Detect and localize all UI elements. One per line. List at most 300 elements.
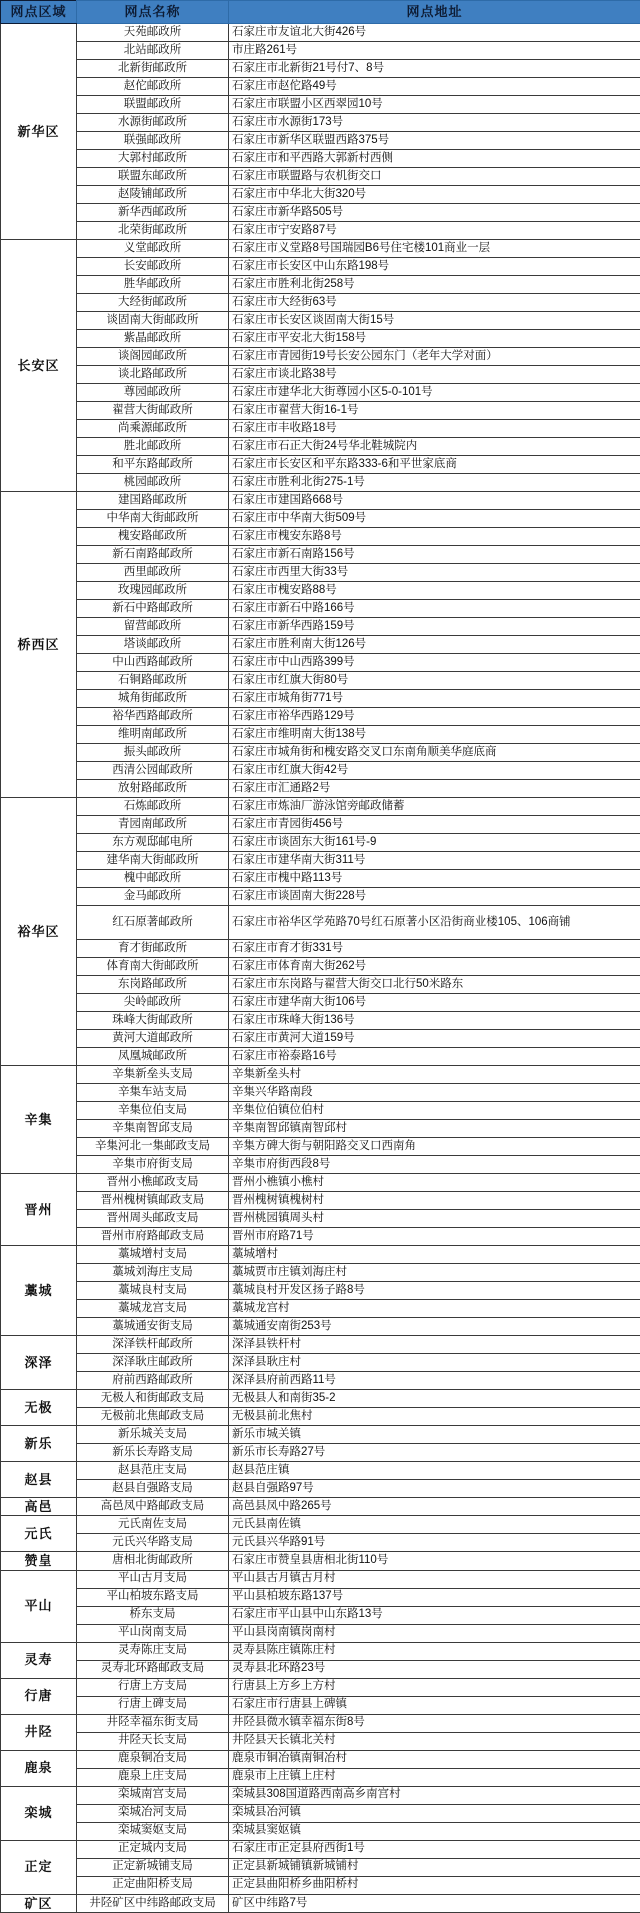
outlet-address-cell: 辛集位伯镇位伯村 bbox=[229, 1102, 640, 1120]
outlet-name-cell: 行唐上方支局 bbox=[77, 1678, 229, 1696]
outlet-name-cell: 藁城通安街支局 bbox=[77, 1318, 229, 1336]
table-row bbox=[1, 1174, 640, 1192]
outlet-address-cell: 井陉县微水镇幸福东街8号 bbox=[229, 1714, 640, 1732]
outlet-address-cell: 石家庄市新华西路159号 bbox=[229, 618, 640, 636]
table-row bbox=[1, 1084, 640, 1102]
region-cell: 栾城 bbox=[1, 1786, 77, 1840]
outlet-address-cell: 石家庄市和平西路大郭新村西侧 bbox=[229, 150, 640, 168]
table-row bbox=[1, 96, 640, 114]
outlet-address-cell: 石家庄市建华南大街106号 bbox=[229, 994, 640, 1012]
outlet-address-cell: 灵寿县陈庄镇陈庄村 bbox=[229, 1642, 640, 1660]
table-row bbox=[1, 1480, 640, 1498]
outlet-name-cell: 建国路邮政所 bbox=[77, 492, 229, 510]
outlet-address-cell: 石家庄市友谊北大街426号 bbox=[229, 24, 640, 42]
outlet-name-cell: 胜华邮政所 bbox=[77, 276, 229, 294]
outlet-name-cell: 体育南大街邮政所 bbox=[77, 958, 229, 976]
table-row bbox=[1, 1786, 640, 1804]
table-row bbox=[1, 258, 640, 276]
outlet-name-cell: 行唐上碑支局 bbox=[77, 1696, 229, 1714]
outlet-address-cell: 辛集兴华路南段 bbox=[229, 1084, 640, 1102]
outlet-name-cell: 联盟邮政所 bbox=[77, 96, 229, 114]
table-row bbox=[1, 564, 640, 582]
outlet-address-cell: 石家庄市丰收路18号 bbox=[229, 420, 640, 438]
table-row bbox=[1, 618, 640, 636]
outlet-address-cell: 深泽县铁杆村 bbox=[229, 1336, 640, 1354]
outlet-address-cell: 石家庄市体育南大街262号 bbox=[229, 958, 640, 976]
table-row bbox=[1, 1804, 640, 1822]
outlet-address-cell: 晋州小樵镇小樵村 bbox=[229, 1174, 640, 1192]
outlet-address-cell: 藁城增村 bbox=[229, 1246, 640, 1264]
region-cell: 新乐 bbox=[1, 1426, 77, 1462]
table-row bbox=[1, 1768, 640, 1786]
outlet-name-cell: 放射路邮政所 bbox=[77, 780, 229, 798]
table-row bbox=[1, 636, 640, 654]
outlet-name-cell: 留营邮政所 bbox=[77, 618, 229, 636]
outlet-name-cell: 尚乘源邮政所 bbox=[77, 420, 229, 438]
table-row bbox=[1, 1462, 640, 1480]
outlet-name-cell: 西清公园邮政所 bbox=[77, 762, 229, 780]
outlet-address-cell: 辛集方碑大街与朝阳路交叉口西南角 bbox=[229, 1138, 640, 1156]
outlet-name-cell: 晋州槐树镇邮政支局 bbox=[77, 1192, 229, 1210]
table-row bbox=[1, 690, 640, 708]
outlet-address-cell: 石家庄市谈固南大街228号 bbox=[229, 888, 640, 906]
table-row bbox=[1, 1606, 640, 1624]
outlet-address-cell: 晋州槐树镇槐树村 bbox=[229, 1192, 640, 1210]
table-row bbox=[1, 852, 640, 870]
outlet-address-cell: 石家庄市炼油厂游泳馆旁邮政储蓄 bbox=[229, 798, 640, 816]
outlet-address-cell: 石家庄市义堂路8号国瑞园B6号住宅楼101商业一层 bbox=[229, 240, 640, 258]
outlet-name-cell: 黄河大道邮政所 bbox=[77, 1030, 229, 1048]
outlet-name-cell: 平山岗南支局 bbox=[77, 1624, 229, 1642]
outlet-address-cell: 栾城县308国道路西南高乡南宫村 bbox=[229, 1786, 640, 1804]
outlet-address-cell: 藁城通安南街253号 bbox=[229, 1318, 640, 1336]
outlet-address-cell: 石家庄市赞皇县唐相北街110号 bbox=[229, 1552, 640, 1570]
region-cell: 赵县 bbox=[1, 1462, 77, 1498]
outlet-name-cell: 育才街邮政所 bbox=[77, 940, 229, 958]
outlet-address-cell: 新乐市长寿路27号 bbox=[229, 1444, 640, 1462]
table-row bbox=[1, 294, 640, 312]
region-cell: 井陉 bbox=[1, 1714, 77, 1750]
table-row bbox=[1, 492, 640, 510]
table-row bbox=[1, 1624, 640, 1642]
table-row bbox=[1, 762, 640, 780]
outlet-name-cell: 赵陵铺邮政所 bbox=[77, 186, 229, 204]
outlet-name-cell: 深泽铁杆邮政所 bbox=[77, 1336, 229, 1354]
outlet-address-cell: 石家庄市赵佗路49号 bbox=[229, 78, 640, 96]
table-row bbox=[1, 1750, 640, 1768]
region-cell: 晋州 bbox=[1, 1174, 77, 1246]
table-row bbox=[1, 1282, 640, 1300]
table-row bbox=[1, 1210, 640, 1228]
region-cell: 深泽 bbox=[1, 1336, 77, 1390]
outlet-name-cell: 藁城增村支局 bbox=[77, 1246, 229, 1264]
outlet-address-cell: 石家庄市联盟路与农机街交口 bbox=[229, 168, 640, 186]
table-row bbox=[1, 1102, 640, 1120]
outlet-name-cell: 玫瑰园邮政所 bbox=[77, 582, 229, 600]
table-row bbox=[1, 1840, 640, 1858]
outlet-name-cell: 赵县自强路支局 bbox=[77, 1480, 229, 1498]
outlet-name-cell: 新石南路邮政所 bbox=[77, 546, 229, 564]
outlet-address-cell: 正定县新城铺镇新城铺村 bbox=[229, 1858, 640, 1876]
outlet-name-cell: 深泽耿庄邮政所 bbox=[77, 1354, 229, 1372]
outlet-address-cell: 石家庄市行唐县上碑镇 bbox=[229, 1696, 640, 1714]
outlet-name-cell: 青园南邮政所 bbox=[77, 816, 229, 834]
outlet-address-cell: 晋州市府路71号 bbox=[229, 1228, 640, 1246]
outlet-address-cell: 栾城县窦妪镇 bbox=[229, 1822, 640, 1840]
outlet-name-cell: 栾城冶河支局 bbox=[77, 1804, 229, 1822]
outlet-name-cell: 凤凰城邮政所 bbox=[77, 1048, 229, 1066]
outlet-address-cell: 石家庄市中华南大街509号 bbox=[229, 510, 640, 528]
table-row bbox=[1, 1894, 640, 1912]
table-row bbox=[1, 384, 640, 402]
outlet-name-cell: 桥东支局 bbox=[77, 1606, 229, 1624]
outlet-name-cell: 城角街邮政所 bbox=[77, 690, 229, 708]
outlet-name-cell: 灵寿北环路邮政支局 bbox=[77, 1660, 229, 1678]
outlet-address-cell: 石家庄市裕华西路129号 bbox=[229, 708, 640, 726]
table-row bbox=[1, 798, 640, 816]
outlet-address-cell: 石家庄市红旗大街42号 bbox=[229, 762, 640, 780]
outlet-name-cell: 中山西路邮政所 bbox=[77, 654, 229, 672]
outlet-name-cell: 藁城良村支局 bbox=[77, 1282, 229, 1300]
table-row bbox=[1, 582, 640, 600]
outlet-address-cell: 新乐市城关镇 bbox=[229, 1426, 640, 1444]
outlet-address-cell: 平山县岗南镇岗南村 bbox=[229, 1624, 640, 1642]
table-row bbox=[1, 1714, 640, 1732]
outlet-address-cell: 石家庄市宁安路87号 bbox=[229, 222, 640, 240]
outlet-name-cell: 府前西路邮政所 bbox=[77, 1372, 229, 1390]
table-row bbox=[1, 150, 640, 168]
region-cell: 长安区 bbox=[1, 240, 77, 492]
outlet-address-cell: 石家庄市胜利北街275-1号 bbox=[229, 474, 640, 492]
outlet-address-cell: 石家庄市青园街456号 bbox=[229, 816, 640, 834]
table-row bbox=[1, 780, 640, 798]
table-row bbox=[1, 546, 640, 564]
table-row bbox=[1, 1156, 640, 1174]
table-row bbox=[1, 958, 640, 976]
table-row bbox=[1, 1552, 640, 1570]
table-row bbox=[1, 510, 640, 528]
table-row bbox=[1, 1138, 640, 1156]
header-row bbox=[1, 1, 640, 24]
outlet-name-cell: 新乐城关支局 bbox=[77, 1426, 229, 1444]
outlet-name-cell: 正定新城铺支局 bbox=[77, 1858, 229, 1876]
region-cell: 鹿泉 bbox=[1, 1750, 77, 1786]
table-row bbox=[1, 1534, 640, 1552]
outlet-name-cell: 谈固南大街邮政所 bbox=[77, 312, 229, 330]
outlet-name-cell: 建华南大街邮政所 bbox=[77, 852, 229, 870]
table-row bbox=[1, 114, 640, 132]
outlet-name-cell: 维明南邮政所 bbox=[77, 726, 229, 744]
table-header bbox=[1, 1, 640, 24]
table-row bbox=[1, 420, 640, 438]
table-row bbox=[1, 1390, 640, 1408]
outlet-name-cell: 翟营大街邮政所 bbox=[77, 402, 229, 420]
table-row bbox=[1, 888, 640, 906]
table-row bbox=[1, 1408, 640, 1426]
outlet-name-cell: 辛集车站支局 bbox=[77, 1084, 229, 1102]
outlet-name-cell: 辛集河北一集邮政支局 bbox=[77, 1138, 229, 1156]
outlet-name-cell: 栾城窦妪支局 bbox=[77, 1822, 229, 1840]
region-cell: 无极 bbox=[1, 1390, 77, 1426]
table-row bbox=[1, 1048, 640, 1066]
outlet-address-cell: 灵寿县北环路23号 bbox=[229, 1660, 640, 1678]
outlet-address-cell: 石家庄市汇通路2号 bbox=[229, 780, 640, 798]
column-header-address: 网点地址 bbox=[229, 1, 640, 24]
table-row bbox=[1, 1336, 640, 1354]
outlet-name-cell: 无极前北焦邮政支局 bbox=[77, 1408, 229, 1426]
outlet-address-cell: 栾城县冶河镇 bbox=[229, 1804, 640, 1822]
outlet-address-cell: 鹿泉市铜冶镇南铜冶村 bbox=[229, 1750, 640, 1768]
outlet-address-cell: 藁城良村开发区扬子路8号 bbox=[229, 1282, 640, 1300]
outlet-name-cell: 辛集南智邱支局 bbox=[77, 1120, 229, 1138]
table-row bbox=[1, 1660, 640, 1678]
table-row bbox=[1, 1012, 640, 1030]
outlet-name-cell: 平山柏坡东路支局 bbox=[77, 1588, 229, 1606]
outlet-address-cell: 石家庄市新石南路156号 bbox=[229, 546, 640, 564]
outlet-name-cell: 无极人和街邮政支局 bbox=[77, 1390, 229, 1408]
table-row bbox=[1, 1498, 640, 1516]
outlet-name-cell: 鹿泉铜冶支局 bbox=[77, 1750, 229, 1768]
table-row bbox=[1, 276, 640, 294]
table-row bbox=[1, 1444, 640, 1462]
outlet-name-cell: 联强邮政所 bbox=[77, 132, 229, 150]
outlet-name-cell: 正定曲阳桥支局 bbox=[77, 1876, 229, 1894]
outlet-name-cell: 栾城南宫支局 bbox=[77, 1786, 229, 1804]
table-row bbox=[1, 1246, 640, 1264]
outlet-address-cell: 石家庄市城角街771号 bbox=[229, 690, 640, 708]
outlet-address-cell: 石家庄市槐安路88号 bbox=[229, 582, 640, 600]
outlet-address-cell: 市庄路261号 bbox=[229, 42, 640, 60]
outlet-address-cell: 鹿泉市上庄镇上庄村 bbox=[229, 1768, 640, 1786]
outlet-name-cell: 辛集位伯支局 bbox=[77, 1102, 229, 1120]
table-row bbox=[1, 330, 640, 348]
table-row bbox=[1, 204, 640, 222]
table-row bbox=[1, 42, 640, 60]
table-row bbox=[1, 1192, 640, 1210]
table-row bbox=[1, 528, 640, 546]
outlet-name-cell: 新石中路邮政所 bbox=[77, 600, 229, 618]
table-row bbox=[1, 186, 640, 204]
outlet-name-cell: 胜北邮政所 bbox=[77, 438, 229, 456]
outlet-name-cell: 石铜路邮政所 bbox=[77, 672, 229, 690]
outlet-address-cell: 石家庄市平山县中山东路13号 bbox=[229, 1606, 640, 1624]
table-row bbox=[1, 708, 640, 726]
outlet-name-cell: 北荣街邮政所 bbox=[77, 222, 229, 240]
table-row bbox=[1, 654, 640, 672]
outlet-address-cell: 石家庄市北新街21号付7、8号 bbox=[229, 60, 640, 78]
region-cell: 正定 bbox=[1, 1840, 77, 1894]
table-row bbox=[1, 132, 640, 150]
table-row bbox=[1, 870, 640, 888]
outlet-name-cell: 辛集新垒头支局 bbox=[77, 1066, 229, 1084]
region-cell: 平山 bbox=[1, 1570, 77, 1642]
outlet-name-cell: 谈阁园邮政所 bbox=[77, 348, 229, 366]
outlet-address-cell: 石家庄市槐安东路8号 bbox=[229, 528, 640, 546]
outlet-address-cell: 赵县范庄镇 bbox=[229, 1462, 640, 1480]
outlet-address-cell: 石家庄市青园街19号长安公园东门（老年大学对面） bbox=[229, 348, 640, 366]
outlet-name-cell: 赵佗邮政所 bbox=[77, 78, 229, 96]
outlet-name-cell: 藁城刘海庄支局 bbox=[77, 1264, 229, 1282]
column-header-region: 网点区域 bbox=[1, 1, 77, 24]
outlet-name-cell: 和平东路邮政所 bbox=[77, 456, 229, 474]
table-row bbox=[1, 816, 640, 834]
table-row bbox=[1, 24, 640, 42]
table-row bbox=[1, 1354, 640, 1372]
outlet-name-cell: 义堂邮政所 bbox=[77, 240, 229, 258]
outlet-address-cell: 赵县自强路97号 bbox=[229, 1480, 640, 1498]
table-body bbox=[1, 24, 640, 1913]
table-row bbox=[1, 834, 640, 852]
outlet-address-cell: 深泽县耿庄村 bbox=[229, 1354, 640, 1372]
outlet-address-cell: 高邑县凤中路265号 bbox=[229, 1498, 640, 1516]
outlet-name-cell: 西里邮政所 bbox=[77, 564, 229, 582]
outlet-address-cell: 平山县柏坡东路137号 bbox=[229, 1588, 640, 1606]
table-row bbox=[1, 940, 640, 958]
outlet-name-cell: 尖岭邮政所 bbox=[77, 994, 229, 1012]
table-row bbox=[1, 1516, 640, 1534]
outlet-name-cell: 桃园邮政所 bbox=[77, 474, 229, 492]
outlet-address-cell: 石家庄市胜利南大街126号 bbox=[229, 636, 640, 654]
table-row bbox=[1, 438, 640, 456]
outlet-address-cell: 石家庄市长安区和平东路333-6和平世家底商 bbox=[229, 456, 640, 474]
table-row bbox=[1, 1066, 640, 1084]
table-row bbox=[1, 1858, 640, 1876]
outlet-name-cell: 辛集市府街支局 bbox=[77, 1156, 229, 1174]
outlet-address-cell: 无极县人和南街35-2 bbox=[229, 1390, 640, 1408]
outlet-address-cell: 石家庄市新华区联盟西路375号 bbox=[229, 132, 640, 150]
region-cell: 藁城 bbox=[1, 1246, 77, 1336]
outlet-address-cell: 石家庄市谈北路38号 bbox=[229, 366, 640, 384]
table-row bbox=[1, 1426, 640, 1444]
outlet-name-cell: 中华南大街邮政所 bbox=[77, 510, 229, 528]
table-row bbox=[1, 1372, 640, 1390]
table-row bbox=[1, 600, 640, 618]
outlet-address-cell: 石家庄市大经街63号 bbox=[229, 294, 640, 312]
outlet-name-cell: 槐安路邮政所 bbox=[77, 528, 229, 546]
table-row bbox=[1, 60, 640, 78]
outlet-address-cell: 石家庄市建国路668号 bbox=[229, 492, 640, 510]
outlet-name-cell: 元氏南佐支局 bbox=[77, 1516, 229, 1534]
outlet-address-cell: 石家庄市正定县府西街1号 bbox=[229, 1840, 640, 1858]
outlet-name-cell: 井陉天长支局 bbox=[77, 1732, 229, 1750]
outlet-address-cell: 石家庄市联盟小区西翠园10号 bbox=[229, 96, 640, 114]
outlet-address-cell: 行唐县上方乡上方村 bbox=[229, 1678, 640, 1696]
outlet-address-cell: 石家庄市维明南大街138号 bbox=[229, 726, 640, 744]
outlet-name-cell: 东方观邸邮电所 bbox=[77, 834, 229, 852]
table-row bbox=[1, 1030, 640, 1048]
outlet-name-cell: 珠峰大街邮政所 bbox=[77, 1012, 229, 1030]
outlet-address-cell: 石家庄市水源街173号 bbox=[229, 114, 640, 132]
outlet-address-cell: 石家庄市长安区谈固南大街15号 bbox=[229, 312, 640, 330]
outlet-name-cell: 新乐长寿路支局 bbox=[77, 1444, 229, 1462]
region-cell: 新华区 bbox=[1, 24, 77, 240]
outlet-name-cell: 水源街邮政所 bbox=[77, 114, 229, 132]
outlet-name-cell: 井陉矿区中纬路邮政支局 bbox=[77, 1894, 229, 1912]
table-row bbox=[1, 366, 640, 384]
outlet-name-cell: 赵县范庄支局 bbox=[77, 1462, 229, 1480]
outlet-name-cell: 塔谈邮政所 bbox=[77, 636, 229, 654]
region-cell: 元氏 bbox=[1, 1516, 77, 1552]
table-row bbox=[1, 1732, 640, 1750]
outlet-name-cell: 红石原著邮政所 bbox=[77, 906, 229, 940]
table-row bbox=[1, 348, 640, 366]
table-row bbox=[1, 726, 640, 744]
table-row bbox=[1, 672, 640, 690]
table-row bbox=[1, 78, 640, 96]
outlet-address-cell: 石家庄市中山西路399号 bbox=[229, 654, 640, 672]
outlet-name-cell: 晋州市府路邮政支局 bbox=[77, 1228, 229, 1246]
table-row bbox=[1, 1642, 640, 1660]
outlet-name-cell: 新华西邮政所 bbox=[77, 204, 229, 222]
table-row bbox=[1, 1876, 640, 1894]
outlet-address-cell: 石家庄市新华路505号 bbox=[229, 204, 640, 222]
outlet-name-cell: 天苑邮政所 bbox=[77, 24, 229, 42]
table-row bbox=[1, 168, 640, 186]
outlet-address-cell: 辛集新垒头村 bbox=[229, 1066, 640, 1084]
column-header-name: 网点名称 bbox=[77, 1, 229, 24]
outlet-address-cell: 石家庄市中华北大街320号 bbox=[229, 186, 640, 204]
outlet-address-cell: 井陉县天长镇北关村 bbox=[229, 1732, 640, 1750]
table-row bbox=[1, 474, 640, 492]
region-cell: 矿区 bbox=[1, 1894, 77, 1912]
outlet-address-cell: 石家庄市裕泰路16号 bbox=[229, 1048, 640, 1066]
outlet-name-cell: 裕华西路邮政所 bbox=[77, 708, 229, 726]
outlet-address-cell: 藁城龙宫村 bbox=[229, 1300, 640, 1318]
region-cell: 桥西区 bbox=[1, 492, 77, 798]
table-row bbox=[1, 976, 640, 994]
outlet-address-cell: 石家庄市平安北大街158号 bbox=[229, 330, 640, 348]
table-row bbox=[1, 1300, 640, 1318]
table-row bbox=[1, 240, 640, 258]
table-row bbox=[1, 1696, 640, 1714]
outlet-address-cell: 元氏县南佐镇 bbox=[229, 1516, 640, 1534]
outlet-name-cell: 平山古月支局 bbox=[77, 1570, 229, 1588]
outlet-name-cell: 金马邮政所 bbox=[77, 888, 229, 906]
outlet-name-cell: 唐相北街邮政所 bbox=[77, 1552, 229, 1570]
table-row bbox=[1, 1588, 640, 1606]
outlet-name-cell: 鹿泉上庄支局 bbox=[77, 1768, 229, 1786]
outlet-name-cell: 槐中邮政所 bbox=[77, 870, 229, 888]
table-row bbox=[1, 1120, 640, 1138]
outlet-address-cell: 晋州桃园镇周头村 bbox=[229, 1210, 640, 1228]
outlet-address-cell: 石家庄市珠峰大街136号 bbox=[229, 1012, 640, 1030]
outlet-address-cell: 辛集南智邱镇南智邱村 bbox=[229, 1120, 640, 1138]
outlet-address-cell: 正定县曲阳桥乡曲阳桥村 bbox=[229, 1876, 640, 1894]
outlet-address-cell: 石家庄市建华南大街311号 bbox=[229, 852, 640, 870]
outlet-address-cell: 藁城贾市庄镇刘海庄村 bbox=[229, 1264, 640, 1282]
outlet-address-cell: 石家庄市黄河大道159号 bbox=[229, 1030, 640, 1048]
outlet-name-cell: 井陉幸福东街支局 bbox=[77, 1714, 229, 1732]
table-row bbox=[1, 402, 640, 420]
table-row bbox=[1, 744, 640, 762]
outlet-name-cell: 北站邮政所 bbox=[77, 42, 229, 60]
outlet-name-cell: 振头邮政所 bbox=[77, 744, 229, 762]
outlet-address-cell: 平山县古月镇古月村 bbox=[229, 1570, 640, 1588]
outlet-name-cell: 正定城内支局 bbox=[77, 1840, 229, 1858]
outlet-name-cell: 藁城龙宫支局 bbox=[77, 1300, 229, 1318]
table-row bbox=[1, 312, 640, 330]
outlet-address-cell: 辛集市府街西段8号 bbox=[229, 1156, 640, 1174]
region-cell: 灵寿 bbox=[1, 1642, 77, 1678]
table-row bbox=[1, 222, 640, 240]
outlet-address-cell: 石家庄市裕华区学苑路70号红石原著小区沿街商业楼105、106商铺 bbox=[229, 906, 640, 940]
outlet-name-cell: 大经街邮政所 bbox=[77, 294, 229, 312]
table-row bbox=[1, 1228, 640, 1246]
outlet-address-cell: 石家庄市新石中路166号 bbox=[229, 600, 640, 618]
outlet-address-cell: 无极县前北焦村 bbox=[229, 1408, 640, 1426]
region-cell: 裕华区 bbox=[1, 798, 77, 1066]
outlet-name-cell: 北新街邮政所 bbox=[77, 60, 229, 78]
